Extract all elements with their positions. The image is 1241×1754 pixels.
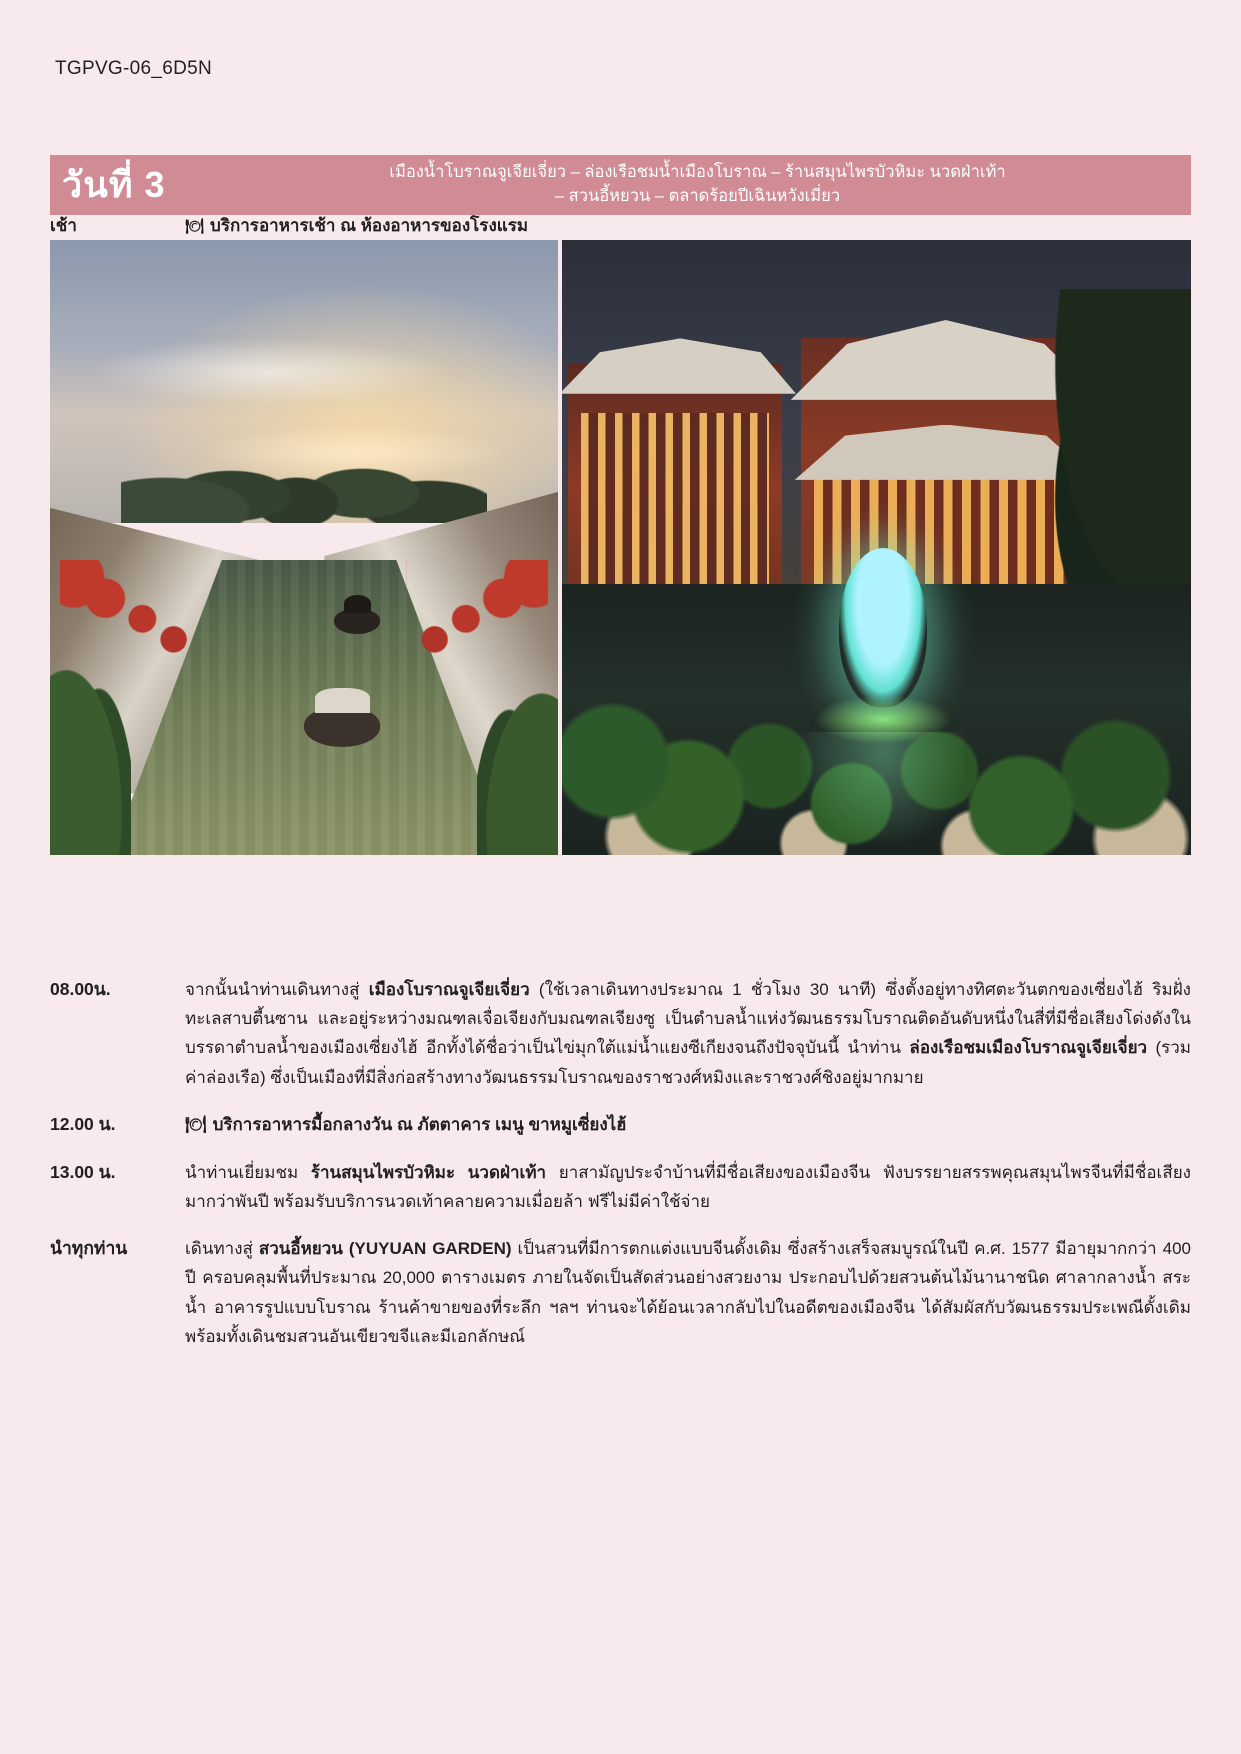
fork-knife-icon: 🍽 [185, 1114, 207, 1134]
zhujiajiao-water-town-canal-photo [50, 240, 558, 855]
itinerary-text: (ใช้เวลาเดินทางประมาณ 1 ชั่วโมง 30 นาที) ซึ่งตั้งอยู่ทางทิศตะวันตกของเซี่ยงไฮ้ ริมฝั่งทะเลสาบตี้นซาน และอยู่ระหว่างมณฑลเจื่อเจียงกับมณฑลเจียงซู เป็นตำบลน้ำแห่งวัฒนธรรมโบราณติดอันดับหนึ่งในสี่ที่มีชื่อเสียงโด่งดังในบรรดาตำบลน้ำของเมืองเซี่ยงไฮ้ อีกทั้งได้ชื่อว่าเป็นไข่มุกใต้แม่น้ำแยงซีเกียงจนถึงปัจจุบันนี้ นำท่าน [185, 980, 1191, 1058]
itinerary-highlight: ล่องเรือชมเมืองโบราณจูเจียเจี่ยว [909, 1038, 1148, 1058]
itinerary-row [50, 1234, 1191, 1351]
itinerary-highlight: บริการอาหารมื้อกลางวัน ณ ภัตตาคาร เมนู ขาหมูเซี่ยงไฮ้ [212, 1114, 627, 1134]
fork-knife-icon: 🍽 [185, 218, 205, 235]
day-route-title [222, 161, 1191, 209]
itinerary-text: (รวมค่าล่องเรือ) ซึ่งเป็นเมืองที่มีสิ่งก่อสร้างทางวัฒนธรรมโบราณของราชวงศ์หมิงและราชวงศ์ชิงอยู่มากมาย [185, 1038, 1191, 1087]
itinerary-time: 12.00 น. [50, 1113, 116, 1134]
foliage-left [50, 646, 131, 855]
tree-row [121, 388, 487, 523]
itinerary-description [185, 1234, 1191, 1351]
itinerary-description [185, 975, 1191, 1092]
glowing-lantern-sculpture [839, 548, 927, 708]
itinerary-text: ยาสามัญประจำบ้านที่มีชื่อเสียงของเมืองจีน ฟังบรรยายสรรพคุณสมุนไพรจีนที่มีชื่อเสียงมากว่าพันปี พร้อมรับบริการนวดเท้าคลายความเมื่อยล้า ฟรีไม่มีค่าใช้จ่าย [185, 1162, 1191, 1211]
morning-meal-text [185, 212, 1191, 239]
morning-meal-time: เช้า [50, 216, 77, 235]
morning-meal-label: บริการอาหารเช้า ณ ห้องอาหารของโรงแรม [210, 216, 529, 235]
morning-meal-row [50, 212, 1191, 239]
day-route-title-line-2: – สวนอี้หยวน – ตลาดร้อยปีเฉินหวังเมี่ยว [554, 187, 841, 205]
tour-boat-far [334, 609, 380, 634]
itinerary-description [185, 1158, 1191, 1216]
day-banner [50, 155, 1191, 215]
itinerary-row [50, 1110, 1191, 1140]
photo-strip [50, 240, 1191, 855]
itinerary-highlight: สวนอี้หยวน (YUYUAN GARDEN) [258, 1239, 512, 1259]
itinerary-text: จากนั้นนำท่านเดินทางสู่ [185, 980, 369, 999]
foliage-right [477, 671, 558, 856]
itinerary-meal-text [185, 1110, 1191, 1139]
itinerary-time: 08.00น. [50, 979, 111, 999]
yuyuan-garden-night-photo [562, 240, 1191, 855]
itinerary-row [50, 975, 1191, 1092]
water-reflection-glow [801, 732, 965, 843]
day-route-title-line-1: เมืองน้ำโบราณจูเจียเจี่ยว – ล่องเรือชมน้ำเมืองโบราณ – ร้านสมุนไพรบัวหิมะ นวดฝ่าเท้า [389, 163, 1006, 182]
document-code: TGPVG-06_6D5N [55, 58, 213, 79]
itinerary-highlight: ร้านสมุนไพรบัวหิมะ นวดฝ่าเท้า [310, 1162, 547, 1182]
itinerary-text: นำท่านเยี่ยมชม [185, 1162, 311, 1182]
itinerary-time: 13.00 น. [50, 1161, 116, 1182]
itinerary-text: เดินทางสู่ [185, 1239, 259, 1259]
day-number-label: วันที่ 3 [62, 164, 166, 205]
itinerary-list [50, 975, 1191, 1369]
itinerary-time: นำทุกท่าน [50, 1238, 128, 1259]
itinerary-highlight: เมืองโบราณจูเจียเจี่ยว [368, 980, 530, 999]
itinerary-row [50, 1158, 1191, 1216]
itinerary-text: เป็นสวนที่มีการตกแต่งแบบจีนดั้งเดิม ซึ่งสร้างเสร็จสมบูรณ์ในปี ค.ศ. 1577 มีอายุมากกว่า 400 ปี ครอบคลุมพื้นที่ประมาณ 20,000 ตารางเมตร ภายในจัดเป็นสัดส่วนอย่างสวยงาม ประกอบไปด้วยสวนต้นไม้นานาชนิด ศาลากลางน้ำ สระน้ำ อาคารรูปแบบโบราณ ร้านค้าขายของที่ระลึก ฯลฯ ท่านจะได้ย้อนเวลากลับไปในอดีตของเมืองจีน ได้สัมผัสกับวัฒนธรรมประเพณีดั้งเดิม พร้อมทั้งเดินชมสวนอันเขียวขจีและมีเอกลักษณ์ [185, 1239, 1191, 1346]
